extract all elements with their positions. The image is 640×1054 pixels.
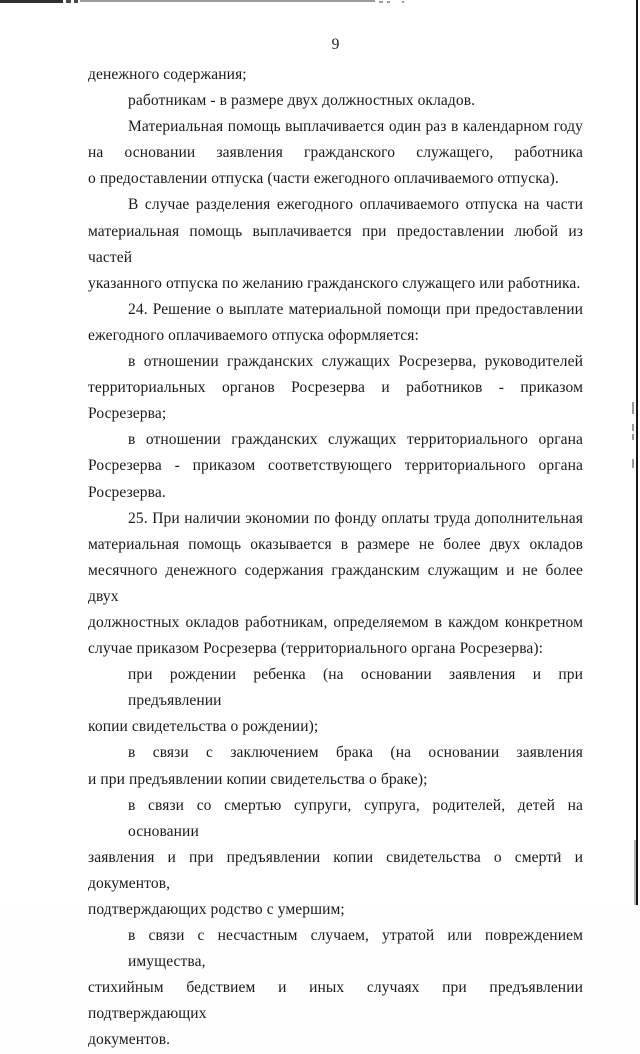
- document-line: в отношении гражданских служащих территориального органа: [128, 431, 583, 449]
- document-line: подтверждающих родство с умершим;: [88, 901, 345, 918]
- scan-edge-right-dash: [632, 459, 634, 468]
- scan-edge-right-dash: [632, 402, 634, 414]
- document-line: месячного денежного содержания гражданским служащим и не более двух: [88, 561, 583, 605]
- document-line: денежного содержания;: [88, 66, 247, 83]
- document-line: Росрезерва - приказом соответствующего территориального органа: [88, 457, 583, 475]
- document-line: материальная помощь оказывается в размере не более двух окладов: [88, 535, 583, 553]
- document-line: случае приказом Росрезерва (территориального органа Росрезерва):: [88, 640, 544, 658]
- scan-edge-top-gray: [80, 0, 375, 2]
- document-line: должностных окладов работникам, определяемом в каждом конкретном: [88, 613, 583, 631]
- scan-edge-right-line: [636, 0, 638, 905]
- document-line: копии свидетельства о рождении);: [88, 718, 319, 736]
- scan-edge-top-dot: [402, 1, 404, 3]
- document-line: территориальных органов Росрезерва и работников - приказом Росрезерва;: [88, 379, 583, 423]
- document-line: заявления и при предъявлении копии свидетельства о смерти и документов,: [88, 848, 583, 892]
- document-line: материальная помощь выплачивается при предоставлении любой из частей: [88, 222, 583, 266]
- document-line: ежегодного оплачиваемого отпуска оформляется:: [88, 326, 419, 344]
- document-line: в связи со смертью супруги, супруга, родителей, детей на основании: [128, 796, 583, 840]
- document-line: В случае разделения ежегодного оплачиваемого отпуска на части: [128, 196, 583, 214]
- document-line: о предоставлении отпуска (части ежегодного оплачиваемого отпуска).: [88, 170, 559, 188]
- document-line: на основании заявления гражданского служащего, работника: [88, 144, 583, 162]
- document-line: работникам - в размере двух должностных окладов.: [128, 92, 476, 110]
- document-line: Материальная помощь выплачивается один раз в календарном году: [128, 118, 583, 136]
- document-line: в связи с заключением брака (на основании заявления: [128, 744, 583, 762]
- document-line: 25. При наличии экономии по фонду оплаты труда дополнительная: [128, 509, 583, 527]
- scan-edge-top-dot: [379, 1, 383, 3]
- document-line: в связи с несчастным случаем, утратой или повреждением имущества,: [128, 927, 583, 971]
- document-line: документов.: [88, 1031, 171, 1049]
- document-line: в отношении гражданских служащих Росрезерва, руководителей: [128, 353, 583, 371]
- scan-edge-top-dash: [66, 0, 71, 3]
- document-line: при рождении ребенка (на основании заявления и при предъявлении: [128, 666, 583, 710]
- scan-edge-right-dash: [634, 840, 636, 905]
- scan-edge-right-dash: [632, 424, 634, 431]
- scan-edge-right-dash: [632, 434, 634, 440]
- scan-edge-top-dark: [0, 0, 63, 3]
- page-number: 9: [331, 36, 340, 53]
- document-line: Росрезерва.: [88, 483, 166, 501]
- document-line: 24. Решение о выплате материальной помощи при предоставлении: [128, 300, 583, 318]
- document-line: указанного отпуска по желанию гражданского служащего или работника.: [88, 274, 581, 292]
- scan-edge-top-dot: [387, 1, 390, 3]
- scan-edge-top-dash: [74, 0, 78, 3]
- document-line: стихийным бедствием и иных случаях при предъявлении подтверждающих: [88, 979, 583, 1023]
- document-line: и при предъявлении копии свидетельства о браке);: [88, 770, 428, 788]
